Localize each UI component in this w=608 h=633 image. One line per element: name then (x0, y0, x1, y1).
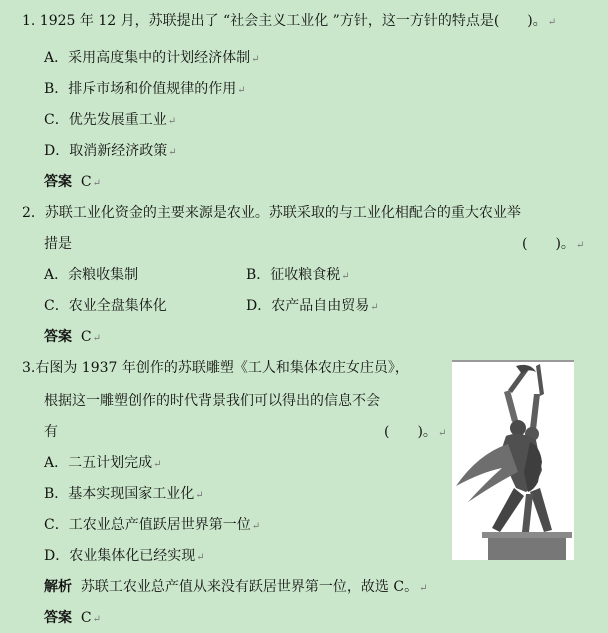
q3-option-b: B．基本实现国家工业化↵ (44, 486, 204, 502)
q1-option-d: D．取消新经济政策↵ (44, 143, 177, 159)
q1-option-a: A．采用高度集中的计划经济体制↵ (44, 50, 260, 66)
q3-paren: ( )。↵ (384, 424, 447, 440)
q2-stem-line1: 2．苏联工业化资金的主要来源是农业。苏联采取的与工业化相配合的重大农业举 (22, 205, 521, 221)
q2-stem-line2: 措是 (44, 236, 72, 252)
q1-option-c: C．优先发展重工业↵ (44, 112, 177, 128)
q2-option-b: B．征收粮食税↵ (246, 267, 350, 283)
q3-option-c: C．工农业总产值跃居世界第一位↵ (44, 517, 261, 533)
q3-stem-line2: 根据这一雕塑创作的时代背景我们可以得出的信息不会 (44, 393, 380, 409)
q3-stem-line1: 3.右图为 1937 年创作的苏联雕塑《工人和集体农庄女庄员》， (22, 360, 409, 376)
sculpture-image (452, 360, 574, 560)
q2-answer: 答案 C↵ (44, 329, 102, 345)
q2-paren: ( )。↵ (522, 236, 585, 252)
sculpture-drawing (452, 360, 574, 560)
q1-stem: 1. 1925 年 12 月，苏联提出了 “社会主义工业化 ”方针，这一方针的特点是( )。↵ (22, 13, 557, 29)
q1-option-b: B．排斥市场和价值规律的作用↵ (44, 81, 246, 97)
q3-option-d: D．农业集体化已经实现↵ (44, 548, 205, 564)
q2-option-d: D．农产品自由贸易↵ (246, 298, 379, 314)
q3-option-a: A．二五计划完成↵ (44, 455, 162, 471)
q2-option-c: C．农业全盘集体化 (44, 298, 167, 314)
q3-answer: 答案 C↵ (44, 610, 102, 626)
q2-option-a: A．余粮收集制 (44, 267, 139, 283)
q3-analysis: 解析 苏联工农业总产值从来没有跃居世界第一位，故选 C。↵ (44, 579, 428, 595)
q3-stem-line3: 有 (44, 424, 58, 440)
q1-answer: 答案 C↵ (44, 174, 102, 190)
